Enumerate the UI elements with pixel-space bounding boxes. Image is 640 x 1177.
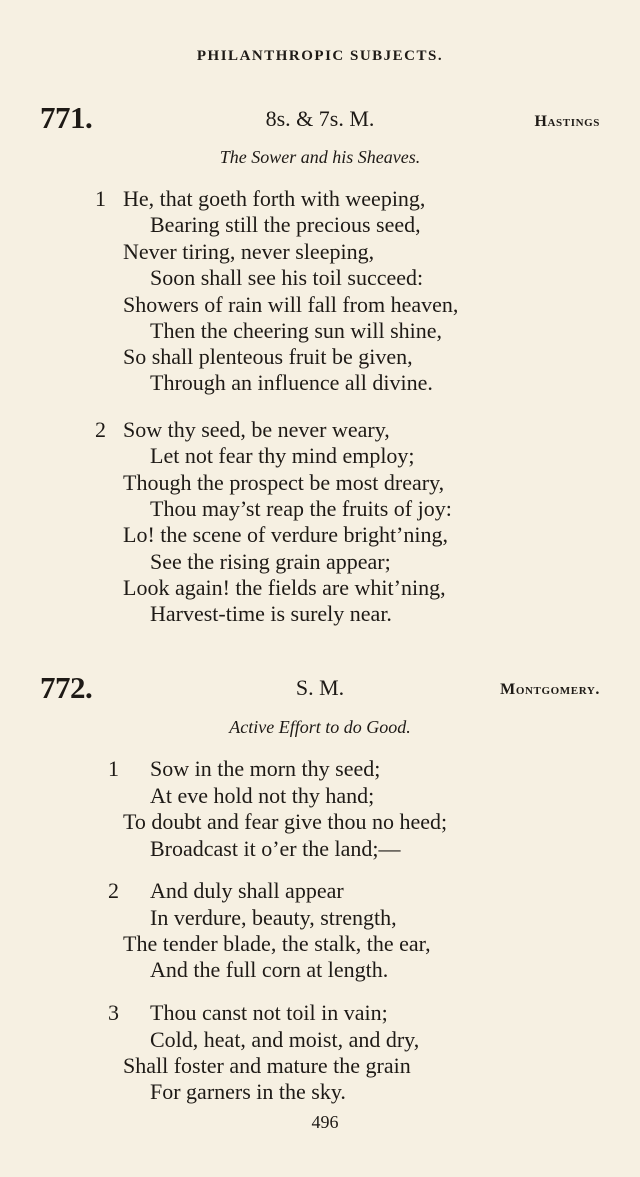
- verse-line: The tender blade, the stalk, the ear,: [123, 931, 431, 956]
- hymn-number: 772.: [40, 670, 93, 705]
- hymn-title: Active Effort to do Good.: [229, 717, 411, 737]
- verse-line: Then the cheering sun will shine,: [150, 318, 443, 343]
- verse-number: 3: [108, 1000, 119, 1025]
- verse-line: He, that goeth forth with weeping,: [123, 186, 426, 211]
- verse-line: Broadcast it o’er the land;—: [150, 836, 401, 861]
- verse-line: So shall plenteous fruit be given,: [123, 344, 413, 369]
- hymn-title: The Sower and his Sheaves.: [219, 147, 421, 167]
- verse-line: Thou may’st reap the fruits of joy:: [150, 496, 452, 521]
- running-head: PHILANTHROPIC SUBJECTS.: [196, 48, 444, 64]
- verse-line: Sow thy seed, be never weary,: [123, 417, 390, 442]
- verse-line: Soon shall see his toil succeed:: [150, 265, 424, 290]
- verse-line: Though the prospect be most dreary,: [123, 470, 445, 495]
- verse-number: 1: [108, 756, 119, 781]
- tune-name: Montgomery.: [500, 681, 600, 698]
- verse-line: And the full corn at length.: [150, 957, 389, 982]
- verse-line: Through an influence all divine.: [150, 370, 433, 395]
- verse-line: At eve hold not thy hand;: [150, 783, 375, 808]
- verse-line: For garners in the sky.: [150, 1079, 346, 1104]
- verse-line: To doubt and fear give thou no heed;: [123, 809, 448, 834]
- verse-line: See the rising grain appear;: [150, 549, 391, 574]
- verse-line: Let not fear thy mind employ;: [150, 443, 415, 468]
- verse-line: Lo! the scene of verdure bright’ning,: [123, 522, 448, 547]
- verse-line: Shall foster and mature the grain: [123, 1053, 411, 1078]
- hymn-number: 771.: [40, 100, 93, 135]
- verse-line: And duly shall appear: [150, 878, 344, 903]
- verse-line: Showers of rain will fall from heaven,: [123, 292, 459, 317]
- verse-number: 1: [95, 186, 106, 211]
- verse-line: In verdure, beauty, strength,: [150, 905, 397, 930]
- verse-line: Look again! the fields are whit’ning,: [123, 575, 446, 600]
- verse-number: 2: [95, 417, 106, 442]
- verse-line: Thou canst not toil in vain;: [150, 1000, 388, 1025]
- verse-line: Never tiring, never sleeping,: [123, 239, 375, 264]
- verse-line: Cold, heat, and moist, and dry,: [150, 1027, 420, 1052]
- tune-name: Hastings: [534, 113, 600, 130]
- hymn-meter: 8s. & 7s. M.: [265, 106, 375, 131]
- verse-number: 2: [108, 878, 119, 903]
- verse-line: Bearing still the precious seed,: [150, 212, 421, 237]
- hymn-meter: S. M.: [295, 675, 345, 700]
- verse-line: Sow in the morn thy seed;: [150, 756, 381, 781]
- verse-line: Harvest-time is surely near.: [150, 601, 392, 626]
- page-number: 496: [311, 1112, 339, 1132]
